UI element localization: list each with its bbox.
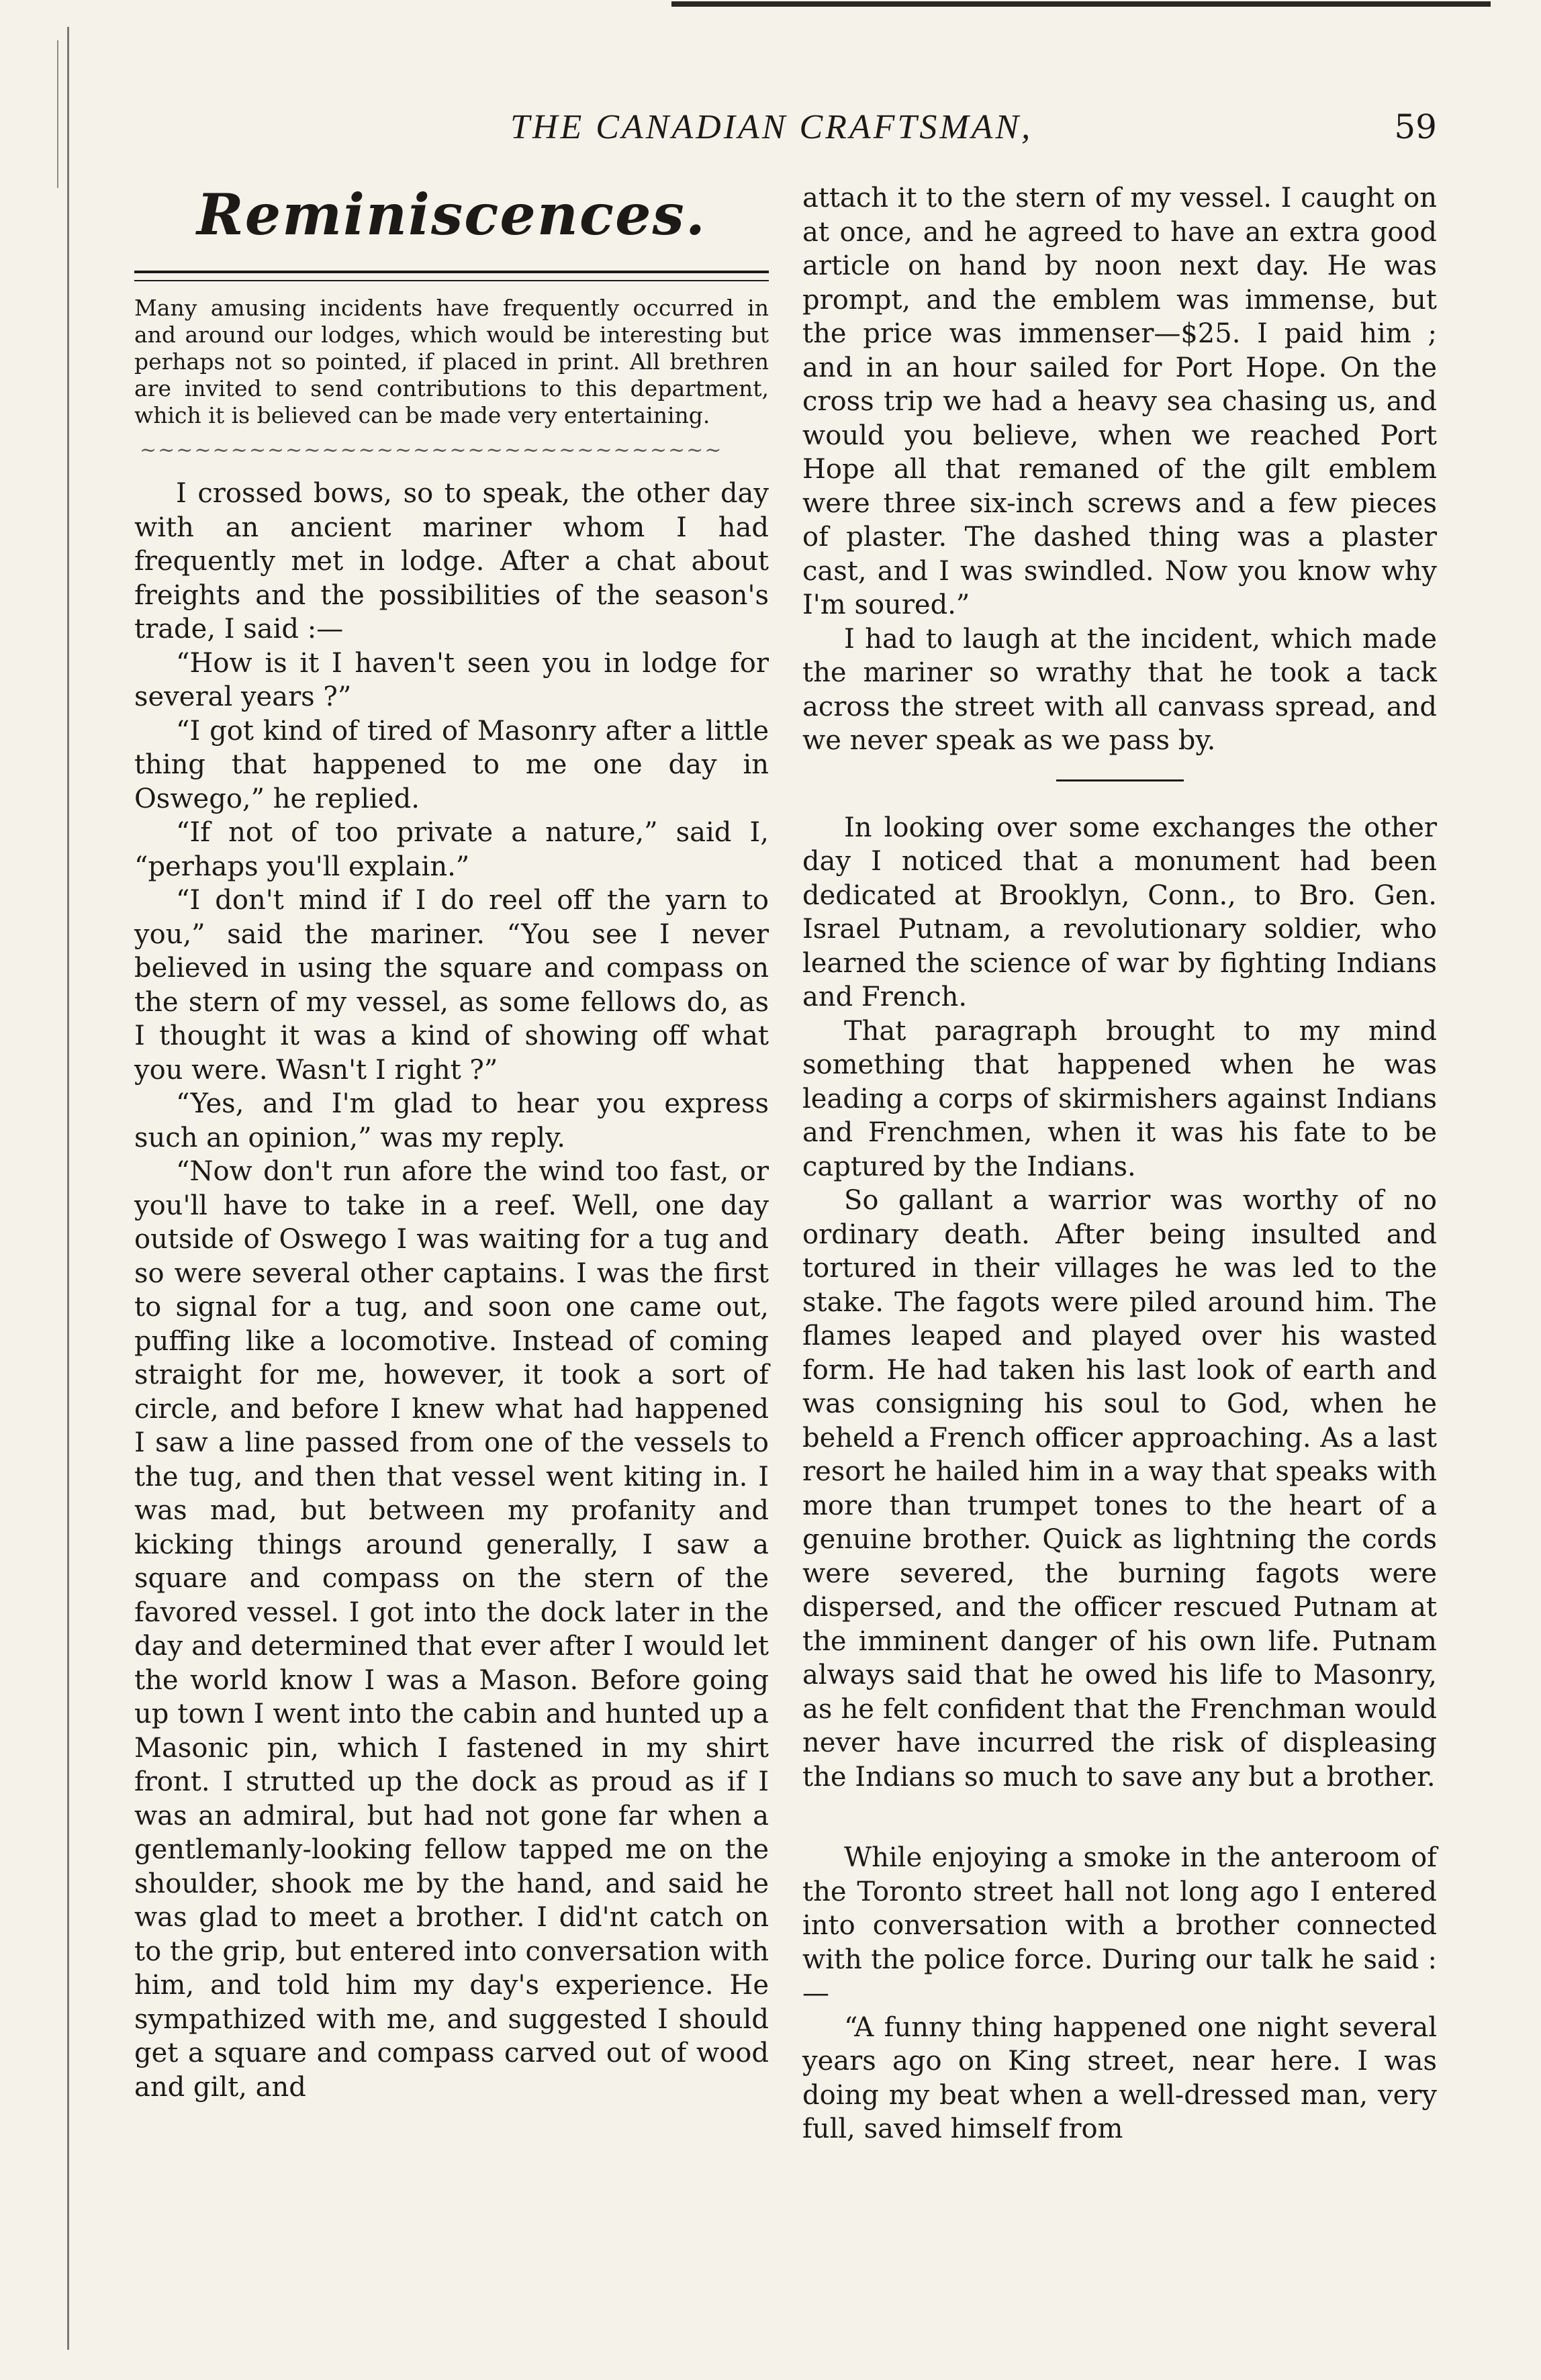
top-border-rule — [671, 1, 1491, 7]
paragraph: “Yes, and I'm glad to hear you express such an opinion,” was my reply. — [134, 1088, 769, 1153]
section-intro: Many amusing incidents have frequently occurred in and around our lodges, which would be interesting but perhaps not so pointed, if placed in print. All brethren are invited to send contributions to this department, which it is believed can be made very entertaining. — [134, 295, 769, 428]
paragraph: While enjoying a smoke in the anteroom of the Toronto street hall not long ago I entered into conversation with a brother connected with the police force. During our talk he said :— — [802, 1842, 1437, 2009]
paragraph: “How is it I haven't seen you in lodge for several years ?” — [134, 647, 769, 712]
paragraph: “I don't mind if I do reel off the yarn to you,” said the mariner. “You see I never believed in using the square and compass on the stern of my vessel, as some fellows do, as I thought it was a kind of showing off what you were. Wasn't I right ?” — [134, 885, 769, 1086]
story-separator — [1056, 779, 1184, 781]
page-edge-line — [67, 27, 69, 2350]
paragraph: “Now don't run afore the wind too fast, or you'll have to take in a reef. Well, one day outside of Oswego I was waiting for a tug and so were several other captains. I was the first to signal for a tug, and soon one came out, puffing like a locomotive. Instead of coming straight for me, however, it took a sort of circle, and before I knew what had happened I saw a line passed from one of the vessels to the tug, and then that vessel went kiting in. I was mad, but between my profanity and kicking things around generally, I saw a square and compass on the stern of the favored vessel. I got into the dock later in the day and determined that ever after I would let the world know I was a Mason. Before going up town I went into the cabin and hunted up a Masonic pin, which I fastened in my shirt front. I strutted up the dock as proud as if I was an admiral, but had not gone far when a gentlemanly-looking fellow tapped me on the shoulder, shook me by the hand, and said he was glad to meet a brother. I did'nt catch on to the grip, but entered into conversation with him, and told him my day's experience. He sympathized with me, and suggested I should get a square and compass carved out of wood and gilt, and — [134, 1156, 769, 2103]
story-gap — [802, 1794, 1437, 1841]
paragraph: attach it to the stern of my vessel. I caught on at once, and he agreed to have an extra good article on hand by noon next day. He was prompt, and the emblem was immense, but the price was immenser—$25. I paid him ; and in an hour sailed for Port Hope. On the cross trip we had a heavy sea chasing us, and would you believe, when we reached Port Hope all that remaned of the gilt emblem were three six-inch screws and a few pieces of plaster. The dashed thing was a plaster cast, and I was swindled. Now you know why I'm soured.” — [802, 183, 1437, 620]
paragraph: In looking over some exchanges the other day I noticed that a monument had been dedicated at Brooklyn, Conn., to Bro. Gen. Israel Putnam, a revolutionary soldier, who learned the science of war by fighting Indians and French. — [802, 812, 1437, 1012]
paragraph: “I got kind of tired of Masonry after a little thing that happened to me one day in Oswego,” he replied. — [134, 715, 769, 814]
paragraph: I had to laugh at the incident, which made the mariner so wrathy that he took a tack across the street with all canvass spread, and we never speak as we pass by. — [802, 623, 1437, 756]
left-column — [134, 181, 769, 2104]
paragraph: That paragraph brought to my mind something that happened when he was leading a corps of skirmishers against Indians and Frenchmen, when it was his fate to be captured by the Indians. — [802, 1015, 1437, 1182]
page-header — [134, 107, 1437, 154]
running-title: THE CANADIAN CRAFTSMAN, — [510, 108, 1033, 146]
page-edge-mark — [57, 40, 58, 188]
page-number: 59 — [1394, 107, 1437, 146]
right-column — [802, 181, 1437, 2146]
ornamental-divider: ~~~~~~~~~~~~~~~~~~~~~~~~~~~~~~~~ — [140, 438, 723, 462]
paragraph: I crossed bows, so to speak, the other day with an ancient mariner whom I had frequently met in lodge. After a chat about freights and the possibilities of the season's trade, I said :— — [134, 478, 769, 645]
section-heading: Reminiscences. — [196, 181, 707, 248]
heading-double-rule — [134, 271, 769, 281]
paragraph: “A funny thing happened one night several years ago on King street, near here. I was doing my beat when a well-dressed man, very full, saved himself from — [802, 2011, 1437, 2144]
paragraph: “If not of too private a nature,” said I, “perhaps you'll explain.” — [134, 817, 769, 882]
paragraph: So gallant a warrior was worthy of no ordinary death. After being insulted and tortured in their villages he was led to the stake. The fagots were piled around him. The flames leaped and played over his wasted form. He had taken his last look of earth and was consigning his soul to God, when he beheld a French officer approaching. As a last resort he hailed him in a way that speaks with more than trumpet tones to the heart of a genuine brother. Quick as lightning the cords were severed, the burning fagots were dispersed, and the officer rescued Putnam at the imminent danger of his own life. Putnam always said that he owed his life to Masonry, as he felt confident that the Frenchman would never have incurred the risk of displeasing the Indians so much to save any but a brother. — [802, 1185, 1437, 1793]
